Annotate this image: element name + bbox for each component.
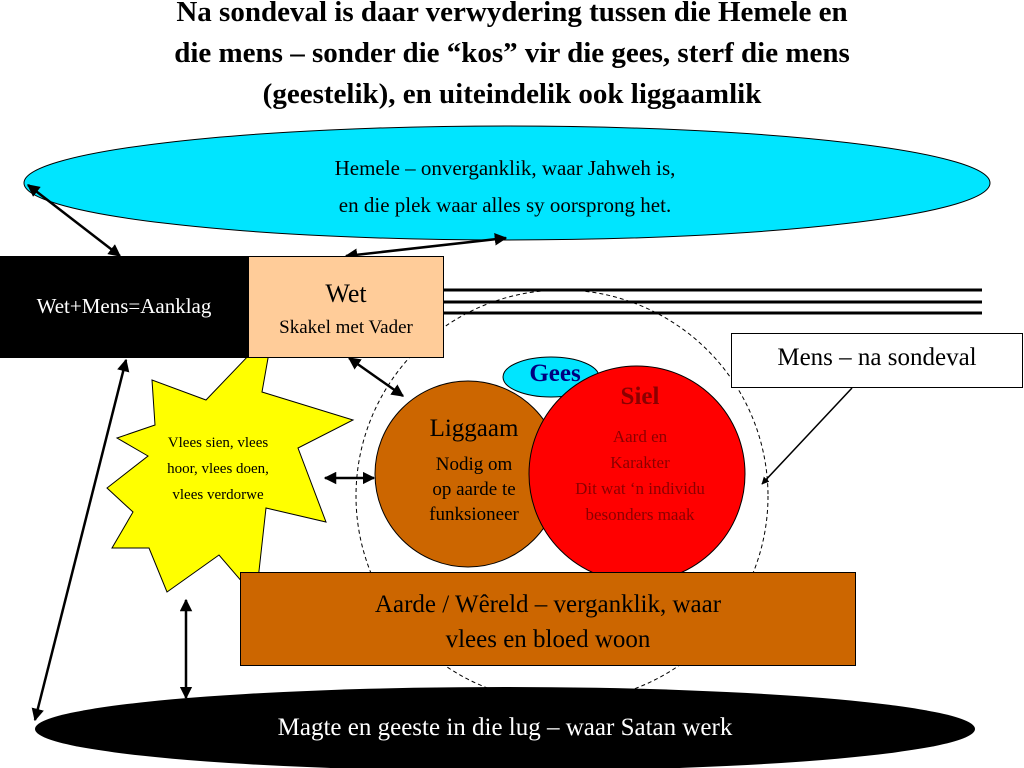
wet-subtitle: Skakel met Vader bbox=[279, 317, 413, 338]
liggaam-line-3: funksioneer bbox=[429, 504, 519, 525]
arrow-mens-outline bbox=[762, 388, 852, 484]
siel-line-4: besonders maak bbox=[585, 505, 695, 524]
vlees-line-3: vlees verdorwe bbox=[172, 487, 264, 503]
arrow-aanklag-magte bbox=[35, 360, 126, 720]
vlees-line-1: Vlees sien, vlees bbox=[167, 435, 269, 451]
arrow-heaven-wet bbox=[346, 238, 506, 256]
heaven-text bbox=[230, 150, 780, 224]
mens-box bbox=[731, 333, 1023, 388]
siel-line-3: Dit wat ‘n individu bbox=[575, 479, 705, 498]
wet-box bbox=[248, 256, 444, 358]
heaven-line-2: en die plek waar alles sy oorsprong het. bbox=[338, 193, 672, 217]
aanklag-box bbox=[0, 256, 248, 358]
liggaam-line-2: op aarde te bbox=[432, 479, 516, 500]
siel-line-2: Karakter bbox=[610, 453, 670, 472]
vlees-text bbox=[138, 430, 298, 508]
aarde-line-1: Aarde / Wêreld – verganklik, waar bbox=[374, 591, 722, 618]
aarde-line-2: vlees en bloed woon bbox=[445, 626, 651, 653]
siel-line-1: Aard en bbox=[612, 427, 668, 446]
siel-body bbox=[540, 424, 740, 528]
aarde-label bbox=[241, 587, 855, 657]
wet-title: Wet bbox=[325, 279, 367, 308]
arrow-wet-liggaam bbox=[349, 358, 403, 396]
gees-label: Gees bbox=[529, 360, 581, 387]
liggaam-title: Liggaam bbox=[429, 415, 519, 442]
title-line-2: die mens – sonder die “kos” vir die gees, sterf die mens bbox=[174, 37, 850, 69]
siel-title: Siel bbox=[620, 383, 660, 410]
aarde-box bbox=[240, 572, 856, 666]
mens-label: Mens – na sondeval bbox=[777, 344, 977, 371]
title-line-3: (geestelik), en uiteindelik ook liggaamlik bbox=[262, 78, 762, 110]
liggaam-body bbox=[392, 452, 556, 527]
magte-label: Magte en geeste in die lug – waar Satan werk bbox=[277, 714, 733, 741]
title-line-1: Na sondeval is daar verwydering tussen die Hemele en bbox=[176, 0, 848, 28]
vlees-line-2: hoor, vlees doen, bbox=[167, 461, 269, 477]
liggaam-line-1: Nodig om bbox=[435, 454, 513, 475]
heaven-line-1: Hemele – onverganklik, waar Jahweh is, bbox=[334, 156, 676, 180]
aanklag-label: Wet+Mens=Aanklag bbox=[36, 294, 212, 318]
